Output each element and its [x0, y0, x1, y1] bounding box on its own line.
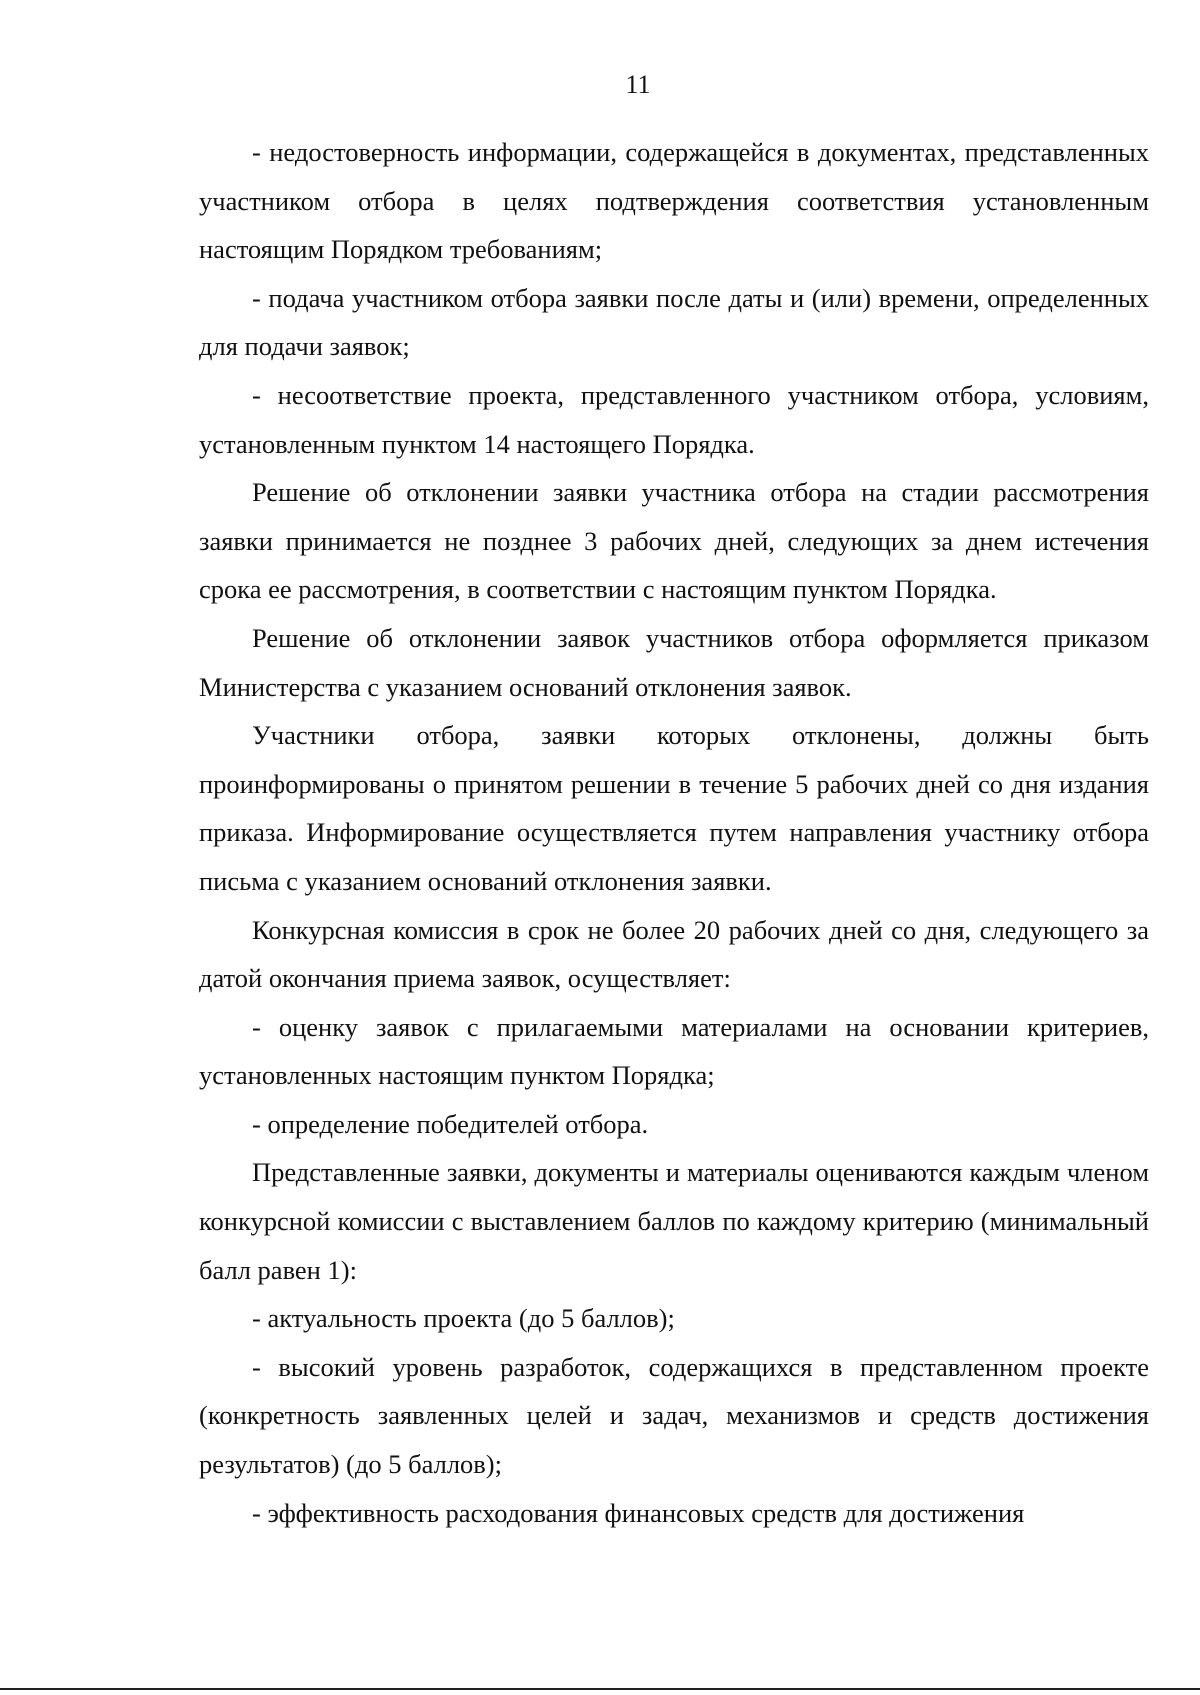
document-body: [199, 128, 1149, 1537]
page-bottom-edge: [0, 1688, 1200, 1690]
paragraph-rejection-order: Решение об отклонении заявок участников отбора оформляется приказом Министерства с указанием оснований отклонения заявок.: [199, 622, 1149, 702]
paragraph-criterion-late-submission: - подача участником отбора заявки после даты и (или) времени, определенных для подачи заявок;: [199, 282, 1149, 362]
paragraph-score-development-level: - высокий уровень разработок, содержащихся в представленном проекте (конкретность заявленных целей и задач, механизмов и средств достижения результатов) (до 5 баллов);: [199, 1351, 1149, 1480]
paragraph-criterion-unreliable-info: - недостоверность информации, содержащейся в документах, представленных участником отбора в целях подтверждения соответствия установленным настоящим Порядком требованиям;: [199, 137, 1149, 265]
paragraph-duty-evaluation: - оценку заявок с прилагаемыми материалами на основании критериев, установленных настоящим пунктом Порядка;: [199, 1011, 1149, 1091]
paragraph-rejection-decision-timing: Решение об отклонении заявки участника отбора на стадии рассмотрения заявки принимается не позднее 3 рабочих дней, следующих за днем истечения срока ее рассмотрения, в соответствии с настоящим пунктом Порядка.: [199, 477, 1149, 605]
paragraph-criterion-project-mismatch: - несоответствие проекта, представленного участником отбора, условиям, установленным пунктом 14 настоящего Порядка.: [199, 379, 1149, 459]
paragraph-duty-winners: - определение победителей отбора.: [252, 1108, 649, 1139]
paragraph-scoring-intro: Представленные заявки, документы и материалы оцениваются каждым членом конкурсной комиссии с выставлением баллов по каждому критерию (минимальный балл равен 1):: [199, 1157, 1149, 1285]
page-number: 11: [625, 70, 651, 99]
paragraph-score-relevance: - актуальность проекта (до 5 баллов);: [252, 1303, 675, 1334]
paragraph-commission-duties: Конкурсная комиссия в срок не более 20 рабочих дней со дня, следующего за датой окончания приема заявок, осуществляет:: [199, 914, 1149, 994]
paragraph-score-efficiency: - эффективность расходования финансовых средств для достижения: [252, 1497, 1025, 1528]
paragraph-participant-notification: Участники отбора, заявки которых отклонены, должны быть проинформированы о принятом решении в течение 5 рабочих дней со дня издания приказа. Информирование осуществляется путем направления участнику отбора письма с указанием оснований отклонения заявки.: [199, 720, 1149, 896]
